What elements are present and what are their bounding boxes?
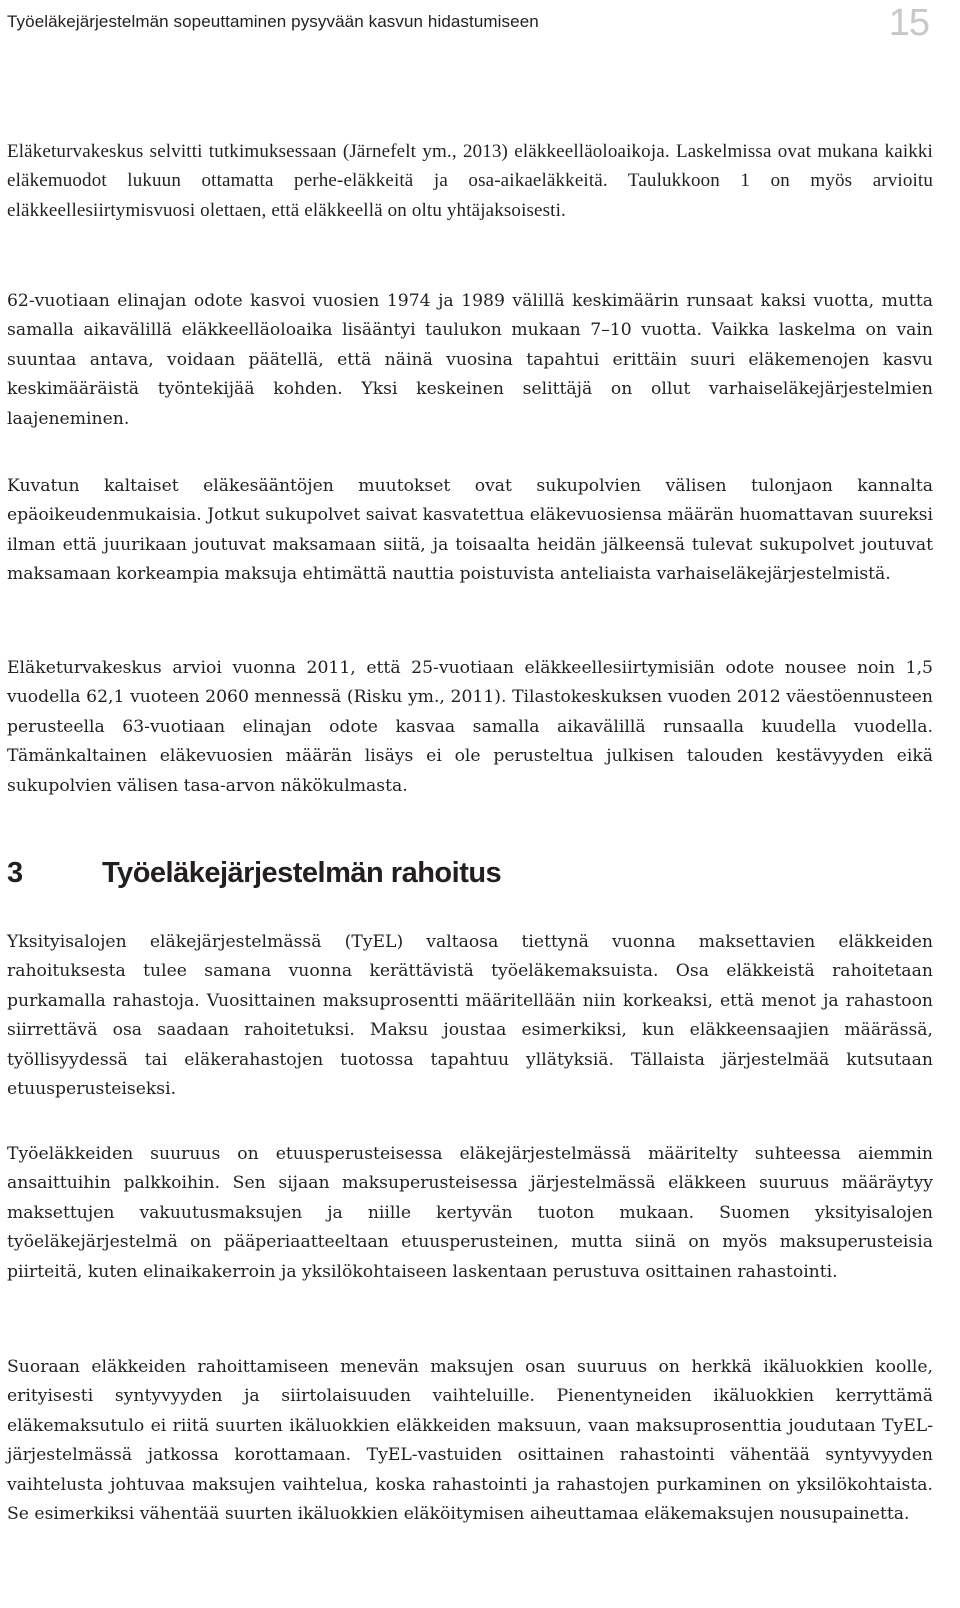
paragraph-1: Eläketurvakeskus selvitti tutkimuksessaan (Järnefelt ym., 2013) eläkkeelläoloaikoja. Laskelmissa ovat mukana kaikki eläkemuodot lukuun ottamatta perhe-eläkkeitä ja osa-aikaeläkkeitä. Taulukkoon 1 on myös arvioitu eläkkeellesiirtymisvuosi olettaen, että eläkkeellä on oltu yhtäjaksoisesti. [7,141,933,221]
running-title: Työeläkejärjestelmän sopeuttaminen pysyvään kasvun hidastumiseen [7,12,539,31]
running-header [7,2,947,44]
paragraph-3: Kuvatun kaltaiset eläkesääntöjen muutokset ovat sukupolvien välisen tulonjaon kannalta epäoikeudenmukaisia. Jotkut sukupolvet saivat kasvatettua eläkevuosiensa määrän huomattavan suureksi ilman että juurikaan joutuvat maksamaan siitä, ja toisaalta heidän jälkeensä tulevat sukupolvet joutuvat maksamaan korkeampia maksuja ehtimättä nauttia poistuvista anteliaista varhaiseläkejärjestelmistä. [7,476,933,585]
paragraph-2: 62-vuotiaan elinajan odote kasvoi vuosien 1974 ja 1989 välillä keskimäärin runsaat kaksi vuotta, mutta samalla aikavälillä eläkkeelläoloaika lisääntyi taulukon mukaan 7–10 vuotta. Vaikka laskelma on vain suuntaa antava, voidaan päätellä, että näinä vuosina tapahtui erittäin suuri eläkemenojen kasvu keskimääräistä työntekijää kohden. Yksi keskeinen selittäjä on ollut varhaiseläkejärjestelmien laajeneminen. [7,291,933,429]
page-number: 15 [888,2,929,44]
section-paragraph-1: Yksityisalojen eläkejärjestelmässä (TyEL) valtaosa tiettynä vuonna maksettavien eläkkeiden rahoituksesta tulee samana vuonna kerättävistä työeläkemaksuista. Osa eläkkeistä rahoitetaan purkamalla rahastoja. Vuosittainen maksuprosentti määritellään niin korkeaksi, että menot ja rahastoon siirrettävä osa saadaan rahoitetuksi. Maksu joustaa esimerkiksi, kun eläkkeensaajien määrässä, työllisyydessä tai eläkerahastojen tuotossa tapahtuu yllätyksiä. Tällaista järjestelmää kutsutaan etuusperusteiseksi. [7,932,933,1100]
section-number: 3 [7,857,24,889]
section-title: Työeläkejärjestelmän rahoitus [102,857,502,889]
paragraph-4: Eläketurvakeskus arvioi vuonna 2011, että 25-vuotiaan eläkkeellesiirtymisiän odote nousee noin 1,5 vuodella 62,1 vuoteen 2060 mennessä (Risku ym., 2011). Tilastokeskuksen vuoden 2012 väestöennusteen perusteella 63-vuotiaan elinajan odote kasvaa samalla aikavälillä runsaalla kuudella vuodella. Tämänkaltainen eläkevuosien määrän lisäys ei ole perusteltua julkisen talouden kestävyyden eikä sukupolvien välisen tasa-arvon näkökulmasta. [7,658,933,796]
section-paragraph-2: Työeläkkeiden suuruus on etuusperusteisessa eläkejärjestelmässä määritelty suhteessa aiemmin ansaittuihin palkkoihin. Sen sijaan maksuperusteisessa järjestelmässä eläkkeen suuruus määräytyy maksettujen vakuutusmaksujen ja niille kertyvän tuoton mukaan. Suomen yksityisalojen työeläkejärjestelmä on pääperiaatteeltaan etuusperusteinen, mutta siinä on myös maksuperusteisia piirteitä, kuten elinaikakerroin ja yksilökohtaiseen laskentaan perustuva osittainen rahastointi. [7,1144,933,1282]
section-heading [7,857,907,901]
section-paragraph-3: Suoraan eläkkeiden rahoittamiseen menevän maksujen osan suuruus on herkkä ikäluokkien koolle, erityisesti syntyvyyden ja siirtolaisuuden vaihteluille. Pienentyneiden ikäluokkien kerryttämä eläkemaksutulo ei riitä suurten ikäluokkien eläkkeiden maksuun, vaan maksuprosenttia joudutaan TyEL-järjestelmässä jatkossa korottamaan. TyEL-vastuiden osittainen rahastointi vähentää syntyvyyden vaihtelusta johtuvaa maksujen vaihtelua, koska rahastointi ja rahastojen purkaminen on yksilökohtaista. Se esimerkiksi vähentää suurten ikäluokkien eläköitymisen aiheuttamaa eläkemaksujen nousupainetta. [7,1357,933,1525]
